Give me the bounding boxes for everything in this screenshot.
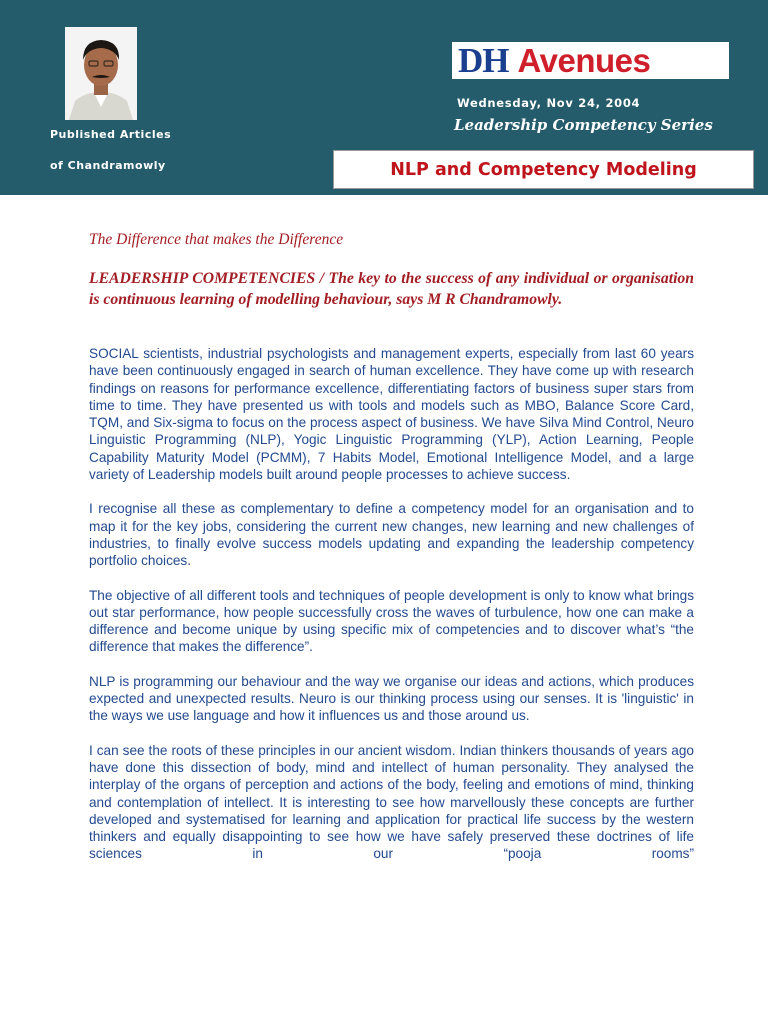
author-byline-label: of Chandramowly: [50, 159, 166, 172]
article-body: [89, 345, 694, 880]
article-title: NLP and Competency Modeling: [390, 159, 697, 180]
publication-date: Wednesday, Nov 24, 2004: [457, 96, 641, 110]
author-photo: [65, 27, 137, 120]
logo-avenues-text: Avenues: [517, 42, 651, 79]
logo-dh-text: DH: [458, 41, 509, 80]
body-paragraph: I can see the roots of these principles in our ancient wisdom. Indian thinkers thousands of years ago have done this dissection of body, mind and intellect of human personality. They analysed the interplay of the organs of perception and actions of the body, feeling and emotions of mind, thinking and contemplation of intellect. It is interesting to see how marvellously these concepts are further developed and systematised for learning and application for practical life success by the western thinkers and equally disappointing to see how we have safely preserved these doctrines of life sciences in our “pooja rooms”: [89, 742, 694, 862]
article-title-box: [333, 150, 754, 189]
published-articles-label: Published Articles: [50, 128, 172, 141]
body-paragraph: The objective of all different tools and techniques of people development is only to know what brings out star performance, how people successfully cross the waves of turbulence, how one can make a difference and become unique by using specific mix of competencies and to discover what’s “the difference that makes the difference”.: [89, 587, 694, 655]
masthead: [0, 0, 768, 195]
body-paragraph: I recognise all these as complementary to define a competency model for an organisation and to map it for the key jobs, considering the current new changes, new learning and new challenges of industries, to finally evolve success models updating and expanding the leadership competency portfolio choices.: [89, 501, 694, 569]
body-paragraph: NLP is programming our behaviour and the way we organise our ideas and actions, which produces expected and unexpected results. Neuro is our thinking process using our senses. It is 'linguistic' in the ways we use language and how it influences us and those around us.: [89, 673, 694, 724]
article-standfirst: LEADERSHIP COMPETENCIES / The key to the success of any individual or organisation is continuous learning of modelling behaviour, says M R Chandramowly.: [89, 270, 694, 308]
body-paragraph: SOCIAL scientists, industrial psychologists and management experts, especially from last 60 years have been continuously engaged in search of human excellence. They have come up with research findings on reasons for performance excellence, differentiating factors of business super stars from time to time. They have presented us with tools and models such as MBO, Balance Score Card, TQM, and Six-sigma to focus on the process aspect of business. We have Silva Mind Control, Neuro Linguistic Programming (NLP), Yogic Linguistic Programming (YLP), Action Learning, People Capability Maturity Model (PCMM), 7 Habits Model, Emotional Intelligence Model, and a large variety of Leadership models built around people processes to achieve success.: [89, 346, 694, 483]
series-title: Leadership Competency Series: [454, 116, 713, 134]
dh-avenues-logo: [452, 42, 729, 79]
article-subhead: The Difference that makes the Difference: [89, 231, 344, 248]
